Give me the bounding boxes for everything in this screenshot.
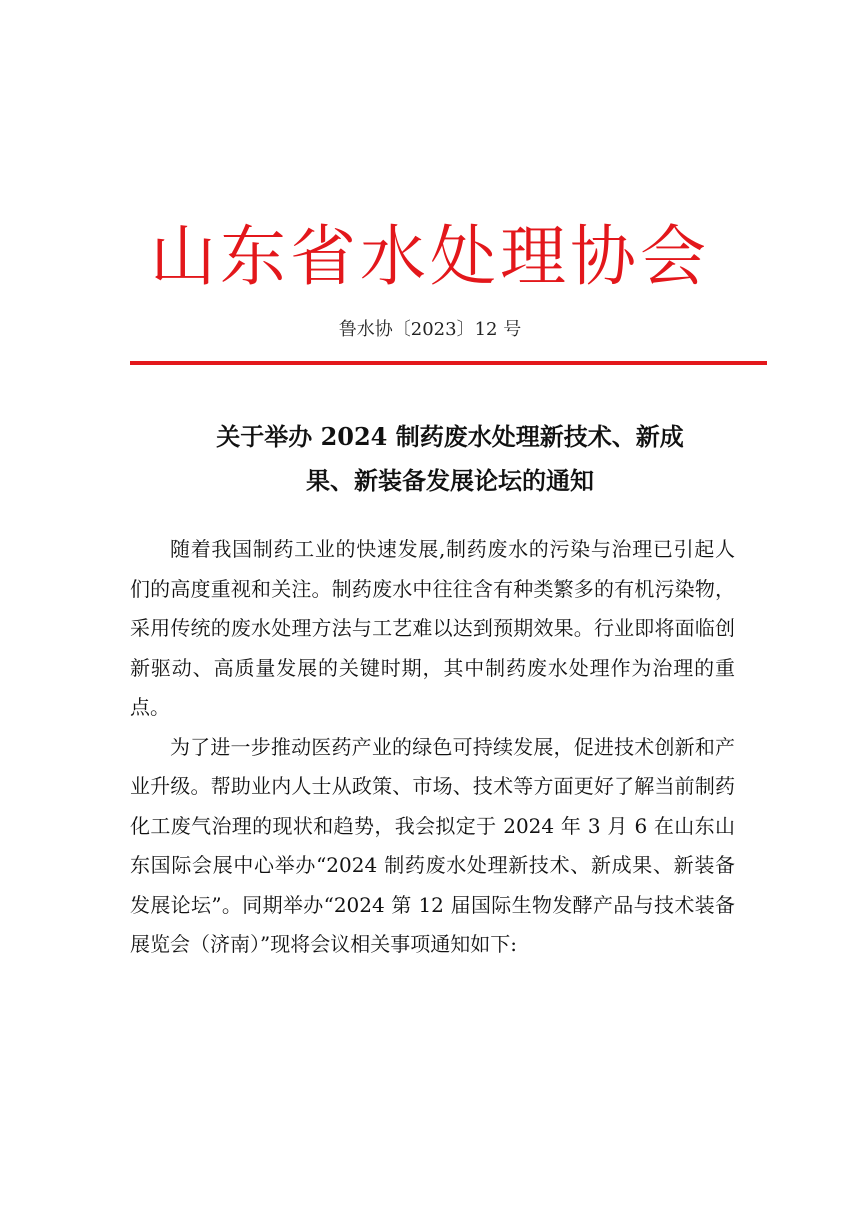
organization-title: 山东省水处理协会 [150,218,710,295]
body-paragraph-1: 随着我国制药工业的快速发展,制药废水的污染与治理已引起人们的高度重视和关注。制药废水中往往含有种类繁多的有机污染物，采用传统的废水处理方法与工艺难以达到预期效果。行业即将面临创新驱动、高质量发展的关键时期，其中制药废水处理作为治理的重点。 [130,537,735,719]
body-paragraph-2: 为了进一步推动医药产业的绿色可持续发展，促进技术创新和产业升级。帮助业内人士从政策、市场、技术等方面更好了解当前制药化工废气治理的现状和趋势，我会拟定于 2024 年 3 月 6 在山东山东国际会展中心举办“2024 制药废水处理新技术、新成果、新装备发展论坛”。同期举办“2024 第 12 届国际生物发酵产品与技术装备展览会（济南）”现将会议相关事项通知如下: [130,734,735,956]
notice-title-line-2: 果、新装备发展论坛的通知 [306,466,594,495]
notice-title [150,415,750,503]
notice-body [130,530,735,965]
red-divider-line [130,361,767,365]
notice-title-line-1: 关于举办 2024 制药废水处理新技术、新成 [216,422,684,451]
document-number: 鲁水协〔2023〕12 号 [338,319,522,340]
